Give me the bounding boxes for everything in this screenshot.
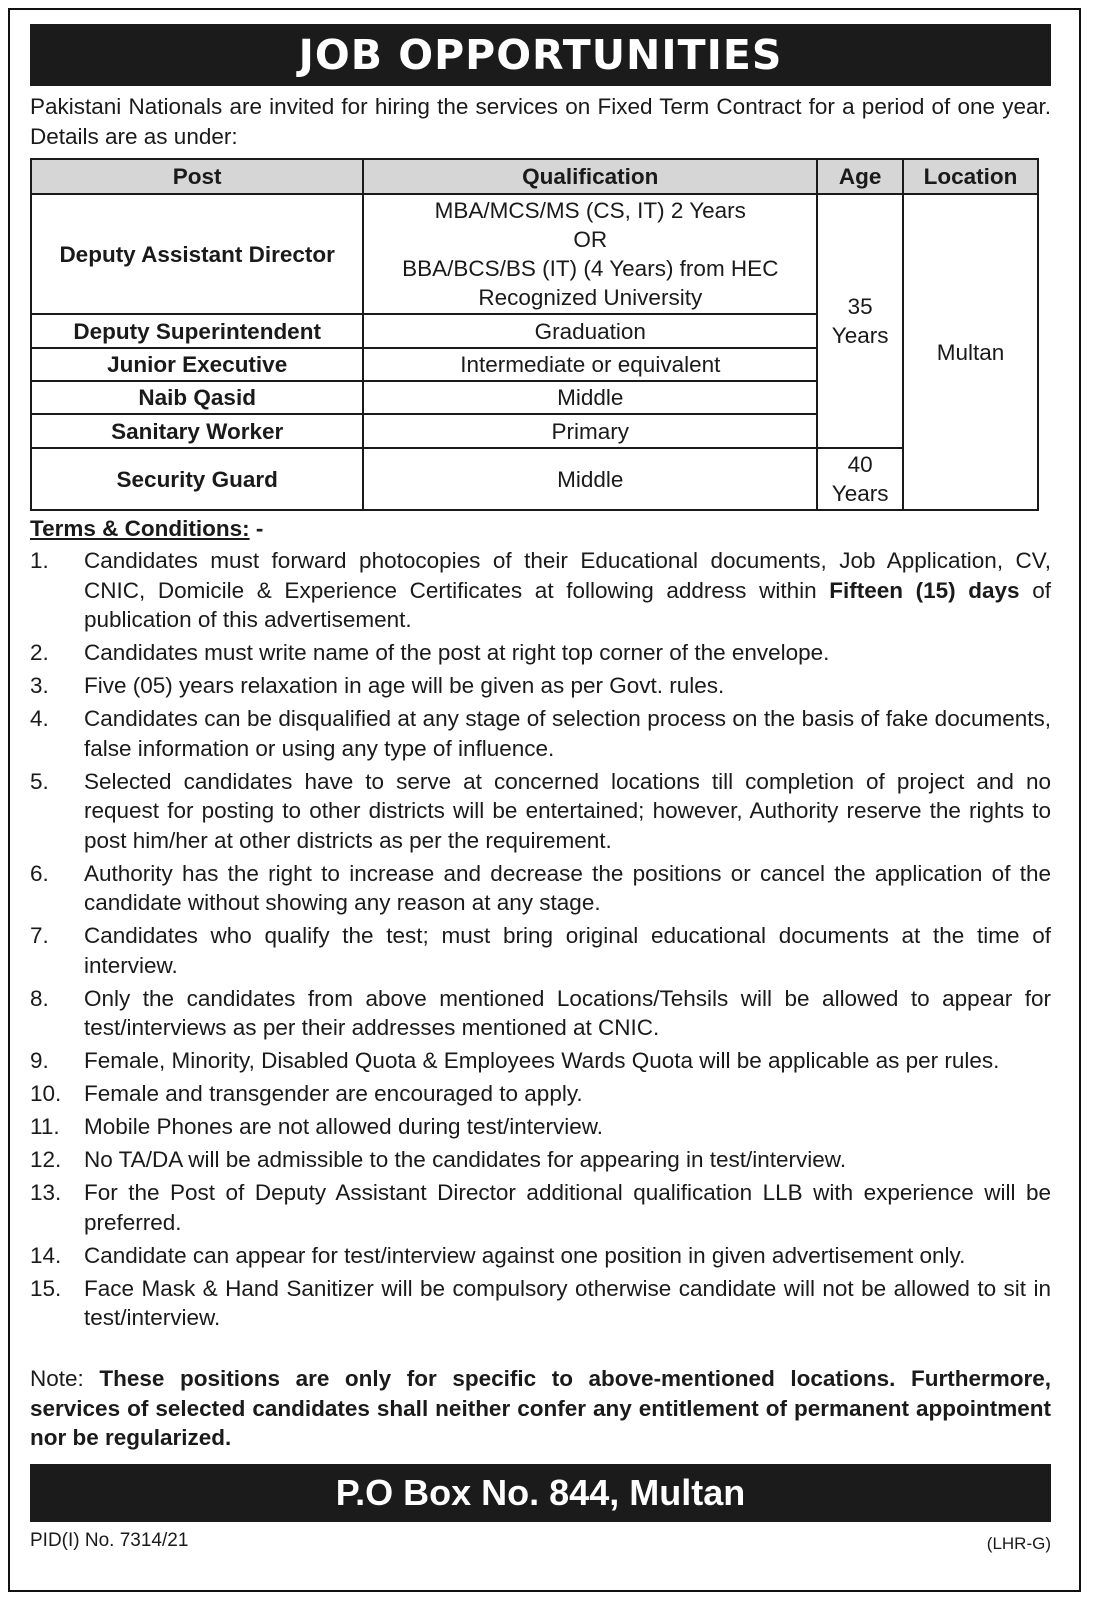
post-cell: Deputy Superintendent <box>31 314 363 348</box>
terms-heading-label: Terms & Conditions: <box>30 516 250 541</box>
post-cell: Sanitary Worker <box>31 414 363 448</box>
list-item <box>30 546 1051 635</box>
list-item <box>30 767 1051 856</box>
note <box>30 1364 1051 1453</box>
age-cell <box>817 194 903 448</box>
jobs-table <box>30 158 1039 511</box>
qualification-cell: Middle <box>363 448 817 510</box>
list-item <box>30 984 1051 1043</box>
header-qualification: Qualification <box>363 159 817 194</box>
list-item <box>30 1241 1051 1271</box>
age-number: 35 <box>847 294 873 319</box>
post-cell: Naib Qasid <box>31 381 363 414</box>
list-item <box>30 1046 1051 1076</box>
list-item <box>30 1079 1051 1109</box>
qualification-line: BBA/BCS/BS (IT) (4 Years) from HEC <box>402 256 779 281</box>
list-item <box>30 704 1051 763</box>
age-unit: Years <box>831 323 889 348</box>
item-text: Candidates can be disqualified at any stage of selection process on the basis of fake documents, false information or using any type of influence. <box>84 706 1051 761</box>
age-unit: Years <box>831 481 889 506</box>
item-number: 12. <box>30 1147 62 1172</box>
terms-list <box>30 546 1051 1336</box>
pid-number: PID(I) No. 7314/21 <box>30 1530 189 1551</box>
region-code: (LHR-G) <box>986 1534 1051 1553</box>
post-cell: Security Guard <box>31 448 363 510</box>
item-number: 13. <box>30 1180 62 1205</box>
terms-heading <box>30 514 263 544</box>
item-number: 8. <box>30 985 49 1011</box>
item-text: Authority has the right to increase and decrease the positions or cancel the application of the candidate without showing any reason at any stage. <box>84 860 1051 915</box>
qualification-cell <box>363 194 817 314</box>
list-item <box>30 1274 1051 1333</box>
item-text: For the Post of Deputy Assistant Director additional qualification LLB with experience will be preferred. <box>84 1180 1051 1235</box>
item-text: Female, Minority, Disabled Quota & Employees Wards Quota will be applicable as per rules. <box>84 1048 1000 1073</box>
header-age: Age <box>817 159 903 194</box>
item-text: Selected candidates have to serve at concerned locations till completion of project and no request for posting to other districts will be entertained; however, Authority reserve the rights to post him/her at other districts as per the requirement. <box>84 768 1051 853</box>
list-item <box>30 638 1051 668</box>
header-post: Post <box>31 159 363 194</box>
item-text: Face Mask & Hand Sanitizer will be compulsory otherwise candidate will not be allowed to sit in test/interview. <box>84 1275 1051 1330</box>
note-label: Note: <box>30 1366 100 1391</box>
intro-text: Pakistani Nationals are invited for hiring the services on Fixed Term Contract for a period of one year. Details are as under: <box>30 94 1051 149</box>
po-box-address: P.O Box No. 844, Multan <box>30 1464 1051 1522</box>
qualification-cell: Primary <box>363 414 817 448</box>
list-item <box>30 671 1051 701</box>
item-text: Candidates who qualify the test; must bring original educational documents at the time of interview. <box>84 923 1051 978</box>
list-item <box>30 1145 1051 1175</box>
table-header-row <box>31 159 1038 194</box>
page-title: JOB OPPORTUNITIES <box>30 24 1051 86</box>
item-number: 11. <box>30 1114 60 1139</box>
post-cell: Junior Executive <box>31 348 363 381</box>
item-number: 4. <box>30 706 49 731</box>
item-text-bold: Fifteen (15) days <box>829 577 1020 603</box>
table-row <box>31 194 1038 314</box>
age-number: 40 <box>847 452 873 477</box>
item-number: 3. <box>30 673 49 698</box>
item-number: 6. <box>30 860 49 886</box>
item-number: 9. <box>30 1048 49 1073</box>
item-text: Female and transgender are encouraged to apply. <box>84 1081 583 1106</box>
post-cell: Deputy Assistant Director <box>31 194 363 314</box>
item-number: 15. <box>30 1275 62 1301</box>
item-text: Candidates must write name of the post at right top corner of the envelope. <box>84 640 830 665</box>
age-cell <box>817 448 903 510</box>
header-location: Location <box>903 159 1038 194</box>
item-number: 1. <box>30 548 49 573</box>
list-item <box>30 1178 1051 1237</box>
item-number: 14. <box>30 1242 62 1268</box>
item-text: Mobile Phones are not allowed during test/interview. <box>84 1114 604 1139</box>
note-text: These positions are only for specific to above-mentioned locations. Furthermore, services of selected candidates shall neither confer any entitlement of permanent appointment nor be regularized. <box>30 1366 1052 1450</box>
qualification-cell: Intermediate or equivalent <box>363 348 817 381</box>
qualification-line: OR <box>573 227 608 252</box>
advertisement-page <box>8 8 1081 1592</box>
qualification-line: Recognized University <box>478 285 703 310</box>
item-number: 7. <box>30 923 49 948</box>
item-text: Candidate can appear for test/interview against one position in given advertisement only. <box>84 1242 966 1268</box>
item-text: Five (05) years relaxation in age will be given as per Govt. rules. <box>84 673 725 698</box>
list-item <box>30 1112 1051 1142</box>
item-number: 2. <box>30 640 49 665</box>
item-number: 5. <box>30 768 49 794</box>
item-text: Only the candidates from above mentioned Locations/Tehsils will be allowed to appear for test/interviews as per their addresses mentioned at CNIC. <box>84 985 1051 1040</box>
table-row <box>31 448 1038 510</box>
list-item <box>30 859 1051 918</box>
item-number: 10. <box>30 1081 62 1106</box>
location-cell: Multan <box>903 194 1038 510</box>
terms-heading-suffix: - <box>249 516 264 541</box>
item-text: No TA/DA will be admissible to the candidates for appearing in test/interview. <box>84 1147 847 1172</box>
qualification-line: MBA/MCS/MS (CS, IT) 2 Years <box>434 198 746 223</box>
qualification-cell: Graduation <box>363 314 817 348</box>
item-text: Candidates must forward photocopies of their Educational documents, Job Application, CV, CNIC, Domicile & Experience Certificates at following address within <box>84 548 1051 603</box>
qualification-cell: Middle <box>363 381 817 414</box>
list-item <box>30 921 1051 980</box>
item-text: of publication of this advertisement. <box>84 577 1051 632</box>
